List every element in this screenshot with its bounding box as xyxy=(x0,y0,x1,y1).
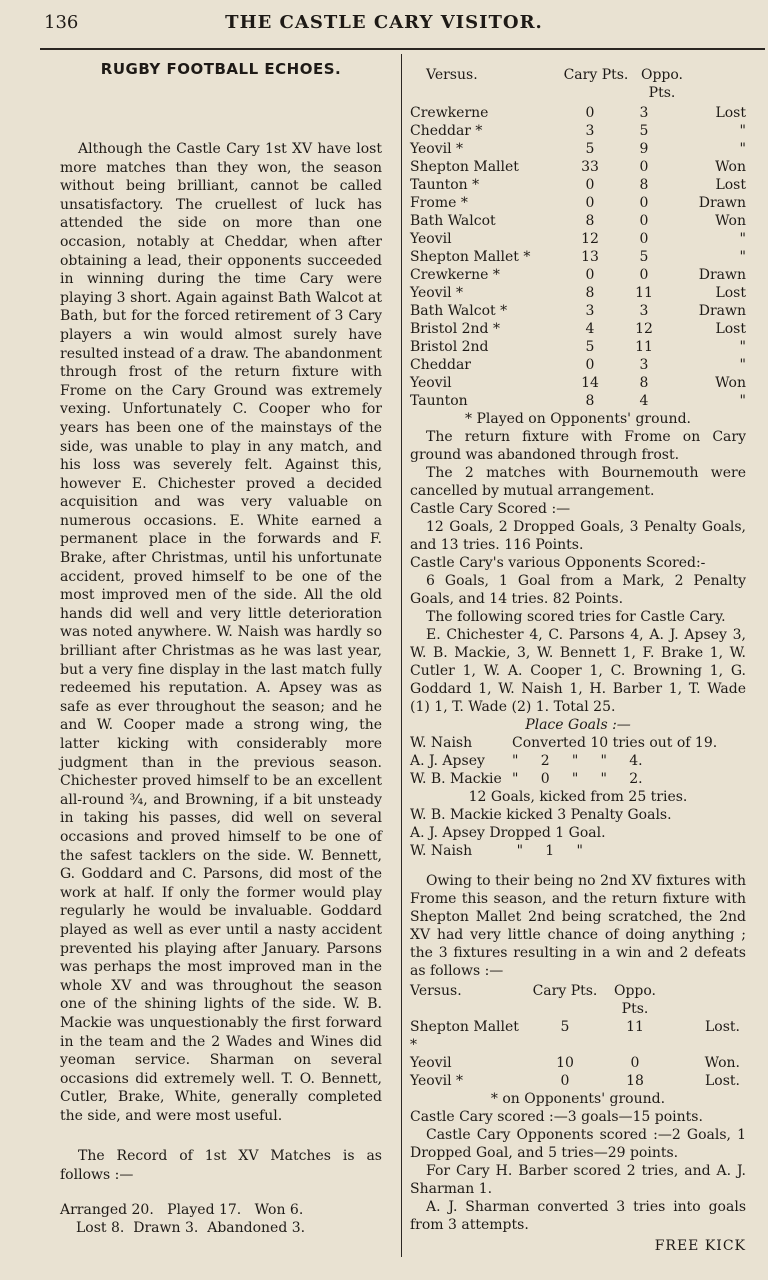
fixture-opponent: Yeovil xyxy=(410,231,452,247)
scored-title: Castle Cary Scored :— xyxy=(410,501,571,517)
fixture-row xyxy=(410,1018,746,1054)
fixture-oppo: 5 xyxy=(639,123,649,139)
fixture-cary: 0 xyxy=(585,195,595,211)
fixture-row xyxy=(410,176,746,194)
fixture-cary: 5 xyxy=(560,1019,570,1035)
barber-text: For Cary H. Barber scored 2 tries, and A. J. Sharman 1. xyxy=(410,1163,746,1197)
fixture-result: Lost. xyxy=(705,1019,740,1035)
fixture-cary: 5 xyxy=(585,141,595,157)
fixture-opponent: Yeovil xyxy=(410,375,452,391)
fixture-opponent: Cheddar * xyxy=(410,123,483,139)
fixture-opponent: Shepton Mallet * xyxy=(410,1019,519,1053)
fixture-oppo: 0 xyxy=(639,213,649,229)
fixture-cary: 12 xyxy=(581,231,599,247)
running-title: THE CASTLE CARY VISITOR. xyxy=(225,12,543,33)
fixture-opponent: Bath Walcot * xyxy=(410,303,508,319)
fixture-result: Won xyxy=(715,213,746,229)
fixture-cary: 0 xyxy=(585,267,595,283)
fixture-result: Lost xyxy=(715,105,746,121)
fixture-oppo: 18 xyxy=(626,1073,644,1089)
place-goal-detail: " 2 " " 4. xyxy=(512,753,643,769)
fixture-opponent: Bath Walcot xyxy=(410,213,496,229)
place-goals-list xyxy=(410,734,746,788)
second-xv-note: * on Opponents' ground. xyxy=(490,1091,666,1107)
fixture-oppo: 0 xyxy=(639,159,649,175)
fixture-result: Lost xyxy=(715,321,746,337)
place-goal-name: W. Naish xyxy=(410,735,473,751)
fixture-result: Lost. xyxy=(705,1073,740,1089)
second-xv-header: Versus. Cary Pts. Oppo. Pts. xyxy=(410,983,657,1017)
scored-text: 12 Goals, 2 Dropped Goals, 3 Penalty Goals, and 13 tries. 116 Points. xyxy=(410,519,746,553)
fixture-result: " xyxy=(739,393,746,409)
fixture-cary: 3 xyxy=(585,303,595,319)
fixture-result: " xyxy=(739,357,746,373)
fixture-opponent: Cheddar xyxy=(410,357,471,373)
fixture-result: Won xyxy=(715,375,746,391)
fixture-row xyxy=(410,122,746,140)
fixture-result: Drawn xyxy=(698,195,746,211)
fixture-oppo: 11 xyxy=(635,285,653,301)
fixture-oppo: 4 xyxy=(639,393,649,409)
fixture-row xyxy=(410,140,746,158)
fixture-cary: 3 xyxy=(585,123,595,139)
fixture-result: Drawn xyxy=(698,303,746,319)
goals-kicked: 12 Goals, kicked from 25 tries. xyxy=(468,789,688,805)
fixture-oppo: 11 xyxy=(626,1019,644,1035)
sharman-text: A. J. Sharman converted 3 tries into goals from 3 attempts. xyxy=(410,1199,746,1233)
fixture-row xyxy=(410,338,746,356)
penalty-line: W. B. Mackie kicked 3 Penalty Goals. xyxy=(410,807,672,823)
place-goal-name: W. B. Mackie xyxy=(410,771,502,787)
fixture-result: " xyxy=(739,141,746,157)
tries-list: E. Chichester 4, C. Parsons 4, A. J. Apsey 3, W. B. Mackie, 3, W. Bennett 1, F. Brake 1, W. Cutler 1, W. A. Cooper 1, C. Browning 1, G. Goddard 1, W. Naish 1, H. Barber 1, T. Wade (1) 1, T. Wade (2) 1. Total 25. xyxy=(410,627,746,715)
fixture-oppo: 3 xyxy=(639,303,649,319)
place-goal-name: A. J. Apsey xyxy=(410,753,485,769)
fixture-row xyxy=(410,248,746,266)
fixture-row xyxy=(410,284,746,302)
fixture-oppo: 9 xyxy=(639,141,649,157)
fixture-cary: 13 xyxy=(581,249,599,265)
fixture-row xyxy=(410,230,746,248)
fixture-row xyxy=(410,320,746,338)
fixture-result: Drawn xyxy=(698,267,746,283)
fixture-oppo: 0 xyxy=(630,1055,640,1071)
fixture-oppo: 11 xyxy=(635,339,653,355)
fixture-cary: 0 xyxy=(560,1073,570,1089)
fixture-result: " xyxy=(739,249,746,265)
fixture-cary: 8 xyxy=(585,285,595,301)
fixture-oppo: 0 xyxy=(639,231,649,247)
fixtures-header: Versus. Cary Pts. Oppo. Pts. xyxy=(426,67,684,101)
fixture-cary: 10 xyxy=(556,1055,574,1071)
second-xv-table xyxy=(410,982,746,1108)
place-goal-row xyxy=(410,770,746,788)
fixture-oppo: 0 xyxy=(639,195,649,211)
fixture-opponent: Taunton xyxy=(410,393,468,409)
fixture-row xyxy=(410,1054,746,1072)
fixture-cary: 0 xyxy=(585,357,595,373)
fixture-opponent: Bristol 2nd xyxy=(410,339,489,355)
fixture-oppo: 8 xyxy=(639,177,649,193)
fixture-cary: 0 xyxy=(585,105,595,121)
opponents-text: 6 Goals, 1 Goal from a Mark, 2 Penalty Goals, and 14 tries. 82 Points. xyxy=(410,573,746,607)
fixture-opponent: Taunton * xyxy=(410,177,480,193)
left-column xyxy=(60,60,382,1237)
fixture-cary: 5 xyxy=(585,339,595,355)
naish-line: W. Naish " 1 " xyxy=(410,843,583,859)
fixture-row xyxy=(410,212,746,230)
fixture-opponent: Frome * xyxy=(410,195,468,211)
fixture-opponent: Crewkerne xyxy=(410,105,489,121)
right-column xyxy=(410,66,746,1254)
return-fixture-text: The return fixture with Frome on Cary ground was abandoned through frost. xyxy=(410,429,746,463)
fixture-oppo: 0 xyxy=(639,267,649,283)
article-paragraph: Although the Castle Cary 1st XV have lost more matches than they won, the season without being brilliant, cannot be called unsatisfactory. The cruellest of luck has attended the side on more than one occasion, notably at Cheddar, when after obtaining a lead, their opponents succeeded in winning during the time Cary were playing 3 short. Again against Bath Walcot at Bath, but for the forced retirement of 3 Cary players a win would almost surely have resulted instead of a draw. The abandonment through frost of the return fixture with Frome on the Cary Ground was extremely vexing. Unfortunately C. Cooper who for years has been one of the mainstays of the side, was unable to play in any match, and his loss was severely felt. Against this, however E. Chichester proved a decided acquisition and was very valuable on numerous occasions. E. White earned a permanent place in the forwards and F. Brake, after Christmas, until his unfortunate accident, proved himself to be one of the most improved men of the side. All the old hands did well and very little deterioration was noted anywhere. W. Naish was hardly so brilliant after Christmas as he was last year, but a very fine display in the last match fully redeemed his reputation. A. Apsey was as safe as ever throughout the season; and he and W. Cooper made a strong wing, the latter kicking with considerably more judgment than in the previous season. Chichester proved himself to be an excellent all-round ¾, and Browning, if a bit unsteady in taking his passes, did well on several occasions and proved himself to be one of the safest tacklers on the side. W. Bennett, G. Goddard and C. Parsons, did most of the work at half. If only the former would play regularly he would be invaluable. Goddard played as well as ever until a nasty accident prevented his playing after January. Parsons was perhaps the most improved man in the whole XV and was throughout the season one of the shining lights of the side. W. B. Mackie was unquestionably the first forward in the team and the 2 Wades and Wines did yeoman service. Sharman on several occasions did extremely well. T. O. Bennett, Cutler, Brake, White, generally completed the side, and were most useful. xyxy=(60,141,382,1124)
dropped-line: A. J. Apsey Dropped 1 Goal. xyxy=(410,825,606,841)
fixture-oppo: 8 xyxy=(639,375,649,391)
fixture-cary: 14 xyxy=(581,375,599,391)
fixture-row xyxy=(410,1072,746,1090)
cc-scored-2: Castle Cary scored :—3 goals—15 points. xyxy=(410,1109,703,1125)
fixture-opponent: Crewkerne * xyxy=(410,267,500,283)
fixture-result: Won. xyxy=(704,1055,740,1071)
fixture-row xyxy=(410,302,746,320)
fixtures-note: * Played on Opponents' ground. xyxy=(465,411,691,427)
record-line-2: Lost 8. Drawn 3. Abandoned 3. xyxy=(76,1219,306,1236)
record-stats xyxy=(60,1201,382,1237)
fixture-oppo: 5 xyxy=(639,249,649,265)
fixture-result: " xyxy=(739,123,746,139)
place-goal-row xyxy=(410,734,746,752)
page-number: 136 xyxy=(44,12,79,33)
fixture-row xyxy=(410,194,746,212)
fixture-opponent: Shepton Mallet xyxy=(410,159,519,175)
fixture-result: Lost xyxy=(715,285,746,301)
fixture-cary: 8 xyxy=(585,213,595,229)
fixture-result: Won xyxy=(715,159,746,175)
fixture-row xyxy=(410,374,746,392)
place-goal-detail: Converted 10 tries out of 19. xyxy=(512,735,718,751)
fixtures-body xyxy=(410,104,746,410)
fixture-row xyxy=(410,158,746,176)
article-heading: RUGBY FOOTBALL ECHOES. xyxy=(100,60,342,78)
place-goal-row xyxy=(410,752,746,770)
fixtures-table xyxy=(410,66,746,428)
cc-opp-2: Castle Cary Opponents scored :—2 Goals, 1 Dropped Goal, and 5 tries—29 points. xyxy=(410,1127,746,1161)
fixture-cary: 8 xyxy=(585,393,595,409)
fixture-opponent: Yeovil xyxy=(410,1055,452,1071)
fixture-oppo: 12 xyxy=(635,321,653,337)
fixture-oppo: 3 xyxy=(639,357,649,373)
fixture-cary: 4 xyxy=(585,321,595,337)
fixture-cary: 0 xyxy=(585,177,595,193)
article-body xyxy=(60,140,382,1125)
place-goals-title: Place Goals :— xyxy=(525,717,631,733)
record-intro: The Record of 1st XV Matches is as follows :— xyxy=(60,1148,382,1184)
fixture-row xyxy=(410,356,746,374)
header-rule xyxy=(40,48,765,50)
record-line-1: Arranged 20. Played 17. Won 6. xyxy=(60,1201,304,1218)
place-goal-detail: " 0 " " 2. xyxy=(512,771,643,787)
fixture-result: Lost xyxy=(715,177,746,193)
page-header xyxy=(0,0,768,52)
fixture-result: " xyxy=(739,231,746,247)
fixture-row xyxy=(410,104,746,122)
second-xv-para: Owing to their being no 2nd XV fixtures with Frome this season, and the return fixture with Shepton Mallet 2nd being scratched, the 2nd XV had very little chance of doing anything ; the 3 fixtures resulting in a win and 2 defeats as follows :— xyxy=(410,873,746,979)
fixture-row xyxy=(410,266,746,284)
second-xv-body xyxy=(410,1018,746,1090)
fixture-opponent: Bristol 2nd * xyxy=(410,321,500,337)
column-divider xyxy=(401,54,402,1257)
fixture-opponent: Shepton Mallet * xyxy=(410,249,531,265)
fixture-opponent: Yeovil * xyxy=(410,1073,464,1089)
tries-intro: The following scored tries for Castle Cary. xyxy=(426,609,726,625)
fixture-opponent: Yeovil * xyxy=(410,141,464,157)
fixture-result: " xyxy=(739,339,746,355)
signature: FREE KICK xyxy=(654,1238,746,1254)
fixture-oppo: 3 xyxy=(639,105,649,121)
opponents-title: Castle Cary's various Opponents Scored:- xyxy=(410,555,706,571)
fixture-row xyxy=(410,392,746,410)
fixture-opponent: Yeovil * xyxy=(410,285,464,301)
fixture-cary: 33 xyxy=(581,159,599,175)
bournemouth-text: The 2 matches with Bournemouth were cancelled by mutual arrangement. xyxy=(410,465,746,499)
